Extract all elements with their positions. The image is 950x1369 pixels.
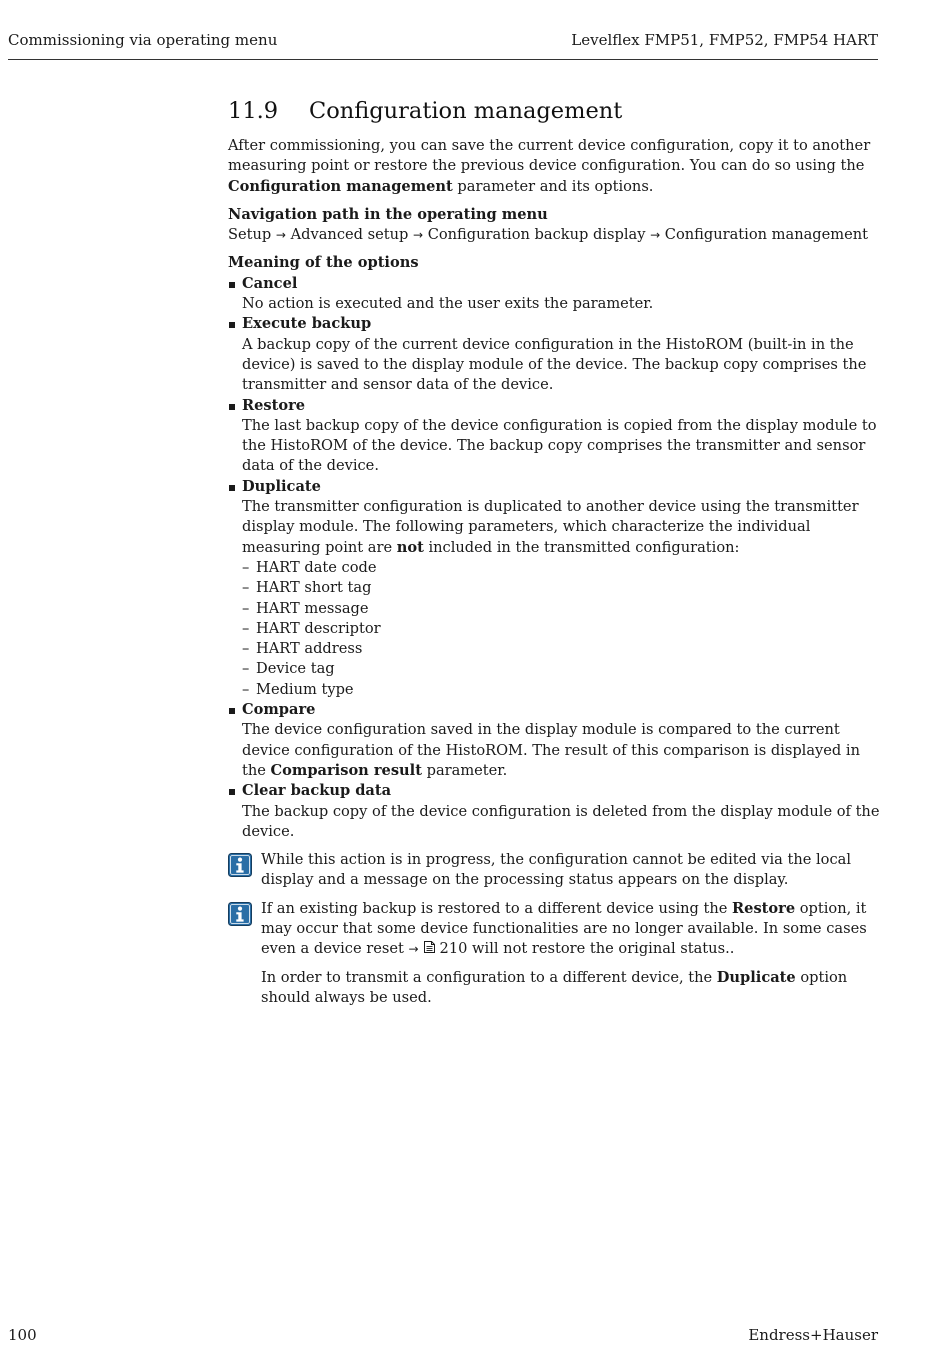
- section-number: 11.9: [228, 98, 279, 124]
- note-text: [261, 968, 880, 1009]
- info-icon: [228, 902, 252, 926]
- info-note: [228, 899, 880, 1008]
- list-item: – HART short tag: [242, 578, 880, 598]
- option-label: Restore: [242, 396, 306, 414]
- arrow-icon: →: [275, 228, 286, 243]
- intro-text: After commissioning, you can save the current device configuration, copy it to another measuring point or restore the previous device configuration. You can do so using the: [228, 137, 871, 175]
- list-item: – HART date code: [242, 558, 880, 578]
- comparison-result-param: Comparison result: [270, 761, 422, 779]
- main-content: [228, 96, 880, 1008]
- option-cancel: [228, 274, 880, 315]
- note-text-part: option, it may occur that some device functionalities are no longer available. In some cases even a device reset: [261, 899, 867, 958]
- section-heading: [228, 96, 880, 126]
- option-description: [242, 720, 880, 781]
- arrow-icon: →: [412, 228, 424, 243]
- list-item: – HART descriptor: [242, 619, 880, 639]
- duplicate-option-ref: Duplicate: [716, 968, 796, 986]
- option-label: Execute backup: [242, 315, 372, 333]
- compare-text-end: parameter.: [421, 761, 508, 779]
- intro-text-end: parameter and its options.: [452, 177, 654, 195]
- option-label: Clear backup data: [242, 782, 392, 800]
- note-text: While this action is in progress, the configuration cannot be edited via the local display and a message on the processing status appears on the display.: [261, 851, 852, 889]
- options-list: [228, 274, 880, 842]
- option-duplicate: [228, 477, 880, 700]
- compare-text: The device configuration saved in the display module is compared to the current device configuration of the HistoROM. The result of this comparison is displayed in the: [242, 721, 860, 779]
- info-icon: [228, 853, 252, 877]
- intro-paragraph: [228, 136, 880, 197]
- note-text-part: option should always be used.: [261, 968, 848, 1006]
- nav-step: Advanced setup: [290, 226, 409, 244]
- restore-option-ref: Restore: [732, 899, 796, 917]
- nav-step: Configuration management: [664, 226, 869, 244]
- brand-name: Endress+Hauser: [748, 1326, 878, 1344]
- option-label: Compare: [242, 701, 316, 719]
- arrow-icon: →: [650, 228, 661, 243]
- page-number: 100: [8, 1326, 37, 1344]
- arrow-icon: →: [408, 942, 419, 957]
- page-reference[interactable]: 210: [439, 940, 468, 958]
- option-execute-backup: [228, 314, 880, 395]
- list-item: – HART message: [242, 599, 880, 619]
- header-product: Levelflex FMP51, FMP52, FMP54 HART: [571, 31, 878, 49]
- list-item: – Device tag: [242, 659, 880, 679]
- option-description: [242, 497, 880, 558]
- note-text-part: In order to transmit a configuration to a different device, the: [261, 968, 717, 986]
- nav-step: Configuration backup display: [427, 226, 646, 244]
- note-text-part: will not restore the original status..: [467, 940, 735, 958]
- option-clear-backup: [228, 781, 880, 842]
- excluded-parameters-list: [242, 558, 880, 700]
- page-header: [8, 31, 878, 60]
- intro-param-name: Configuration management: [228, 177, 453, 195]
- section-title: Configuration management: [309, 98, 623, 124]
- note-text-part: If an existing backup is restored to a different device using the: [261, 899, 733, 917]
- duplicate-text-end: included in the transmitted configuration:: [423, 538, 740, 556]
- option-description: The last backup copy of the device configuration is copied from the display module to the HistoROM of the device. The backup copy comprises the transmitter and sensor data of the device.: [242, 416, 877, 475]
- option-restore: [228, 396, 880, 477]
- option-label: Cancel: [242, 274, 298, 292]
- option-description: The backup copy of the device configuration is deleted from the display module of the device.: [242, 802, 880, 840]
- option-description: No action is executed and the user exits the parameter.: [242, 295, 654, 313]
- option-compare: [228, 700, 880, 781]
- header-chapter: Commissioning via operating menu: [8, 31, 278, 49]
- nav-step: Setup: [228, 226, 272, 244]
- navigation-path: [228, 225, 880, 245]
- option-label: Duplicate: [242, 477, 321, 495]
- note-text: [261, 899, 880, 960]
- duplicate-text: The transmitter configuration is duplicated to another device using the transmitter display module. The following parameters, which characterize the individual measuring point are: [242, 498, 859, 556]
- list-item: – HART address: [242, 639, 880, 659]
- navigation-heading: Navigation path in the operating menu: [228, 205, 548, 223]
- info-note: [228, 850, 880, 891]
- option-description: A backup copy of the current device configuration in the HistoROM (built-in in the device) is saved to the display module of the device. The backup copy comprises the transmitter and sensor data of the device.: [242, 335, 867, 394]
- list-item: – Medium type: [242, 680, 880, 700]
- duplicate-not: not: [396, 538, 424, 556]
- page-reference-icon: [423, 940, 436, 954]
- options-heading: Meaning of the options: [228, 254, 419, 272]
